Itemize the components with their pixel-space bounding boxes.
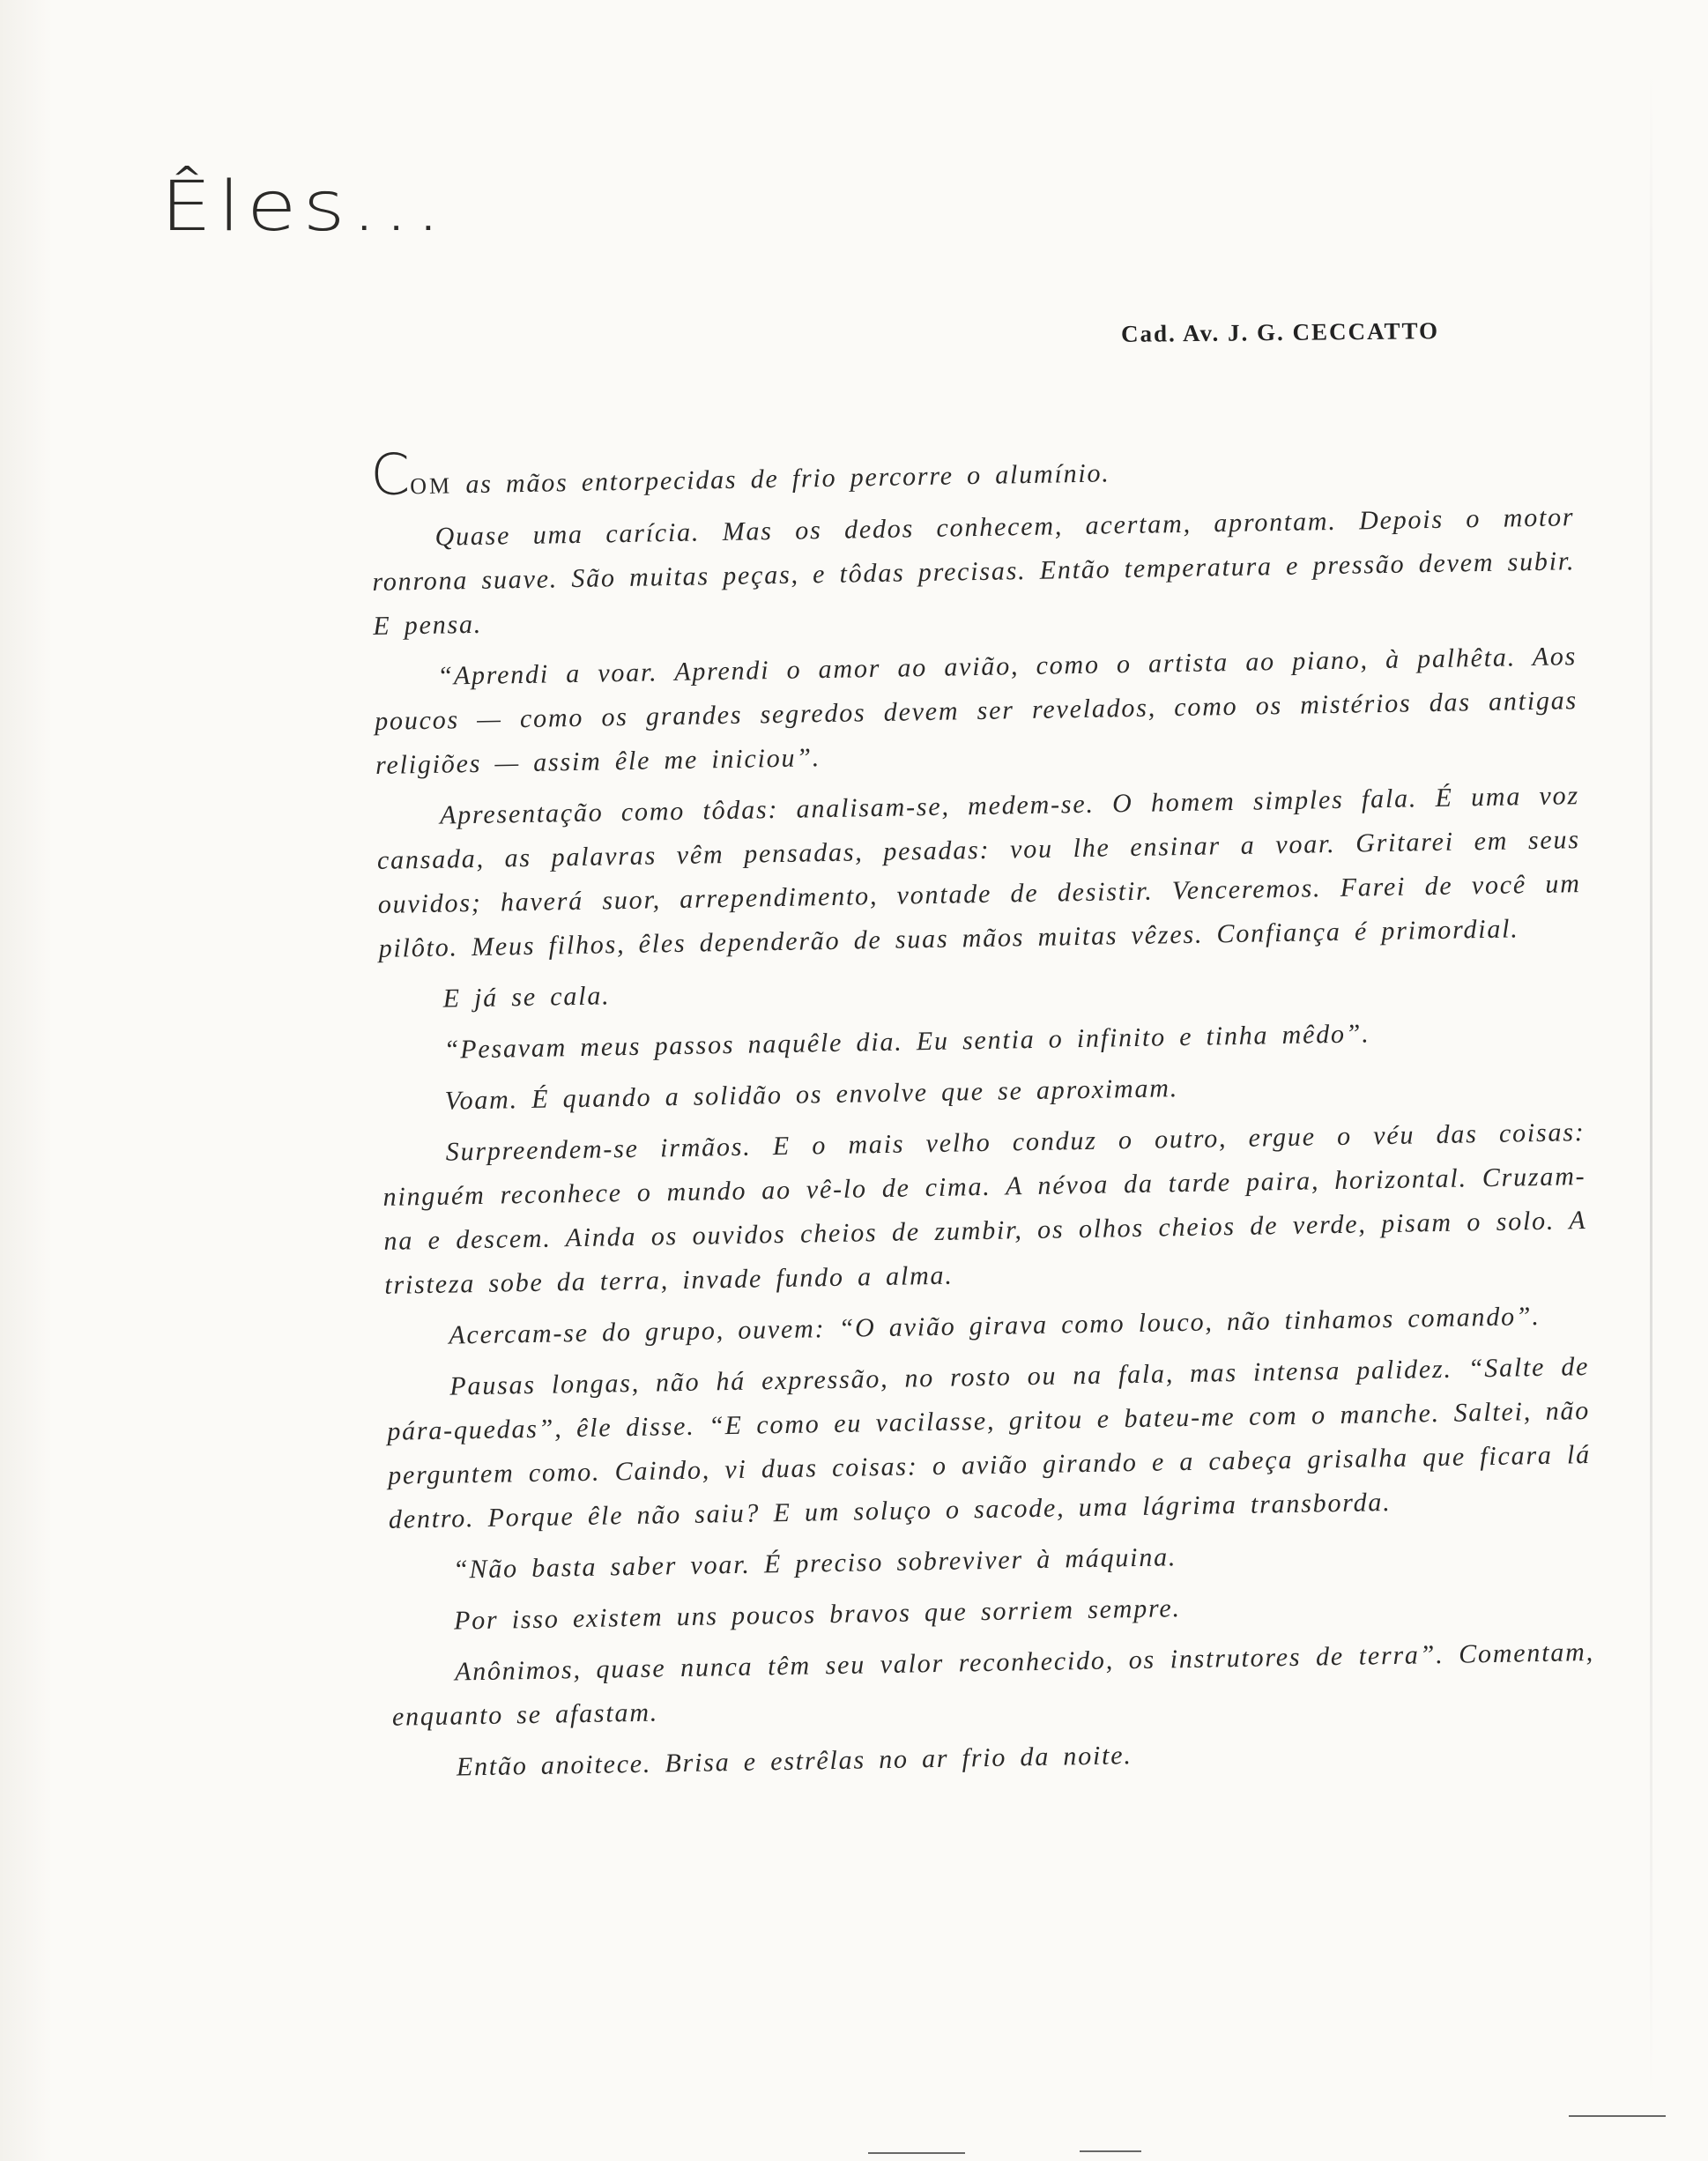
scan-mark <box>868 2152 965 2154</box>
paragraph: Pausas longas, não há expressão, no rosto ou na fala, mas intensa palidez. “Salte de pára-quedas”, êle disse. “E como eu vacilasse, gritou e bateu-me com o manche. Saltei, não perguntem como. Caindo, vi duas coisas: o avião girando e a cabeça grisalha que ficara lá dentro. Porque êle não saiu? E um soluço o sacode, uma lágrima transborda. <box>386 1352 1592 1534</box>
first-paragraph-text: as mãos entorpecidas de frio percorre o alumínio. <box>451 458 1110 500</box>
paragraph: Apresentação como tôdas: analisam-se, medem-se. O homem simples fala. É uma voz cansada, as palavras vêm pensadas, pesadas: vou lhe ensinar a voar. Gritarei em seus ouvidos; haverá suor, arrependimento, vontade de desistir. Venceremos. Farei de você um pilôto. Meus filhos, êles dependerão de suas mãos muitas vêzes. Confiança é primordial. <box>376 781 1581 963</box>
paragraph: Então anoitece. Brisa e estrêlas no ar frio da noite. <box>456 1741 1132 1782</box>
drop-cap: C <box>369 442 411 509</box>
scan-mark <box>1569 2115 1666 2117</box>
author-byline: Cad. Av. J. G. CECCATTO <box>1120 317 1440 347</box>
page-title: Êles... <box>160 167 448 247</box>
paragraph: E já se cala. <box>442 981 611 1014</box>
paragraph: “Aprendi a voar. Aprendi o amor ao avião, como o artista ao piano, à palhêta. Aos poucos — como os grandes segredos devem ser revelados, como os mistérios das antigas religiões — assim êle me iniciou”. <box>374 642 1578 780</box>
paragraph: “Pesavam meus passos naquêle dia. Eu sentia o infinito e tinha mêdo”. <box>443 1019 1370 1065</box>
page-shadow <box>0 0 53 2161</box>
paragraph: Surpreendem-se irmãos. E o mais velho conduz o outro, ergue o véu das coisas: ninguém reconhece o mundo ao vê-lo de cima. A névoa da tarde paira, horizontal. Cruzam-na e descem. Ainda os ouvidos cheios de zumbir, os olhos cheios de verde, pisam o solo. A tristeza sobe da terra, invade fundo a alma. <box>382 1118 1587 1300</box>
paragraph: Acercam-se do grupo, ouvem: “O avião girava como louco, não tinhamos comando”. <box>449 1301 1541 1350</box>
paragraph: Quase uma carícia. Mas os dedos conhecem, acertam, aprontam. Depois o motor ronrona suave. São muitas peças, e tôdas precisas. Então temperatura e pressão devem subir. E pensa. <box>372 502 1576 641</box>
scan-mark <box>1080 2150 1141 2152</box>
article-body <box>370 437 1596 1798</box>
paragraph: “Não basta saber voar. É preciso sobreviver à máquina. <box>452 1542 1177 1585</box>
paragraph: Anônimos, quase nunca têm seu valor reconhecido, os instrutores de terra”. Comentam, enquanto se afastam. <box>391 1637 1595 1732</box>
paragraph: Voam. É quando a solidão os envolve que se aproximam. <box>444 1073 1179 1116</box>
paragraph: Por isso existem uns poucos bravos que sorriem sempre. <box>453 1593 1182 1636</box>
first-word-rest: OM <box>409 472 453 500</box>
page-edge <box>1650 71 1652 2098</box>
